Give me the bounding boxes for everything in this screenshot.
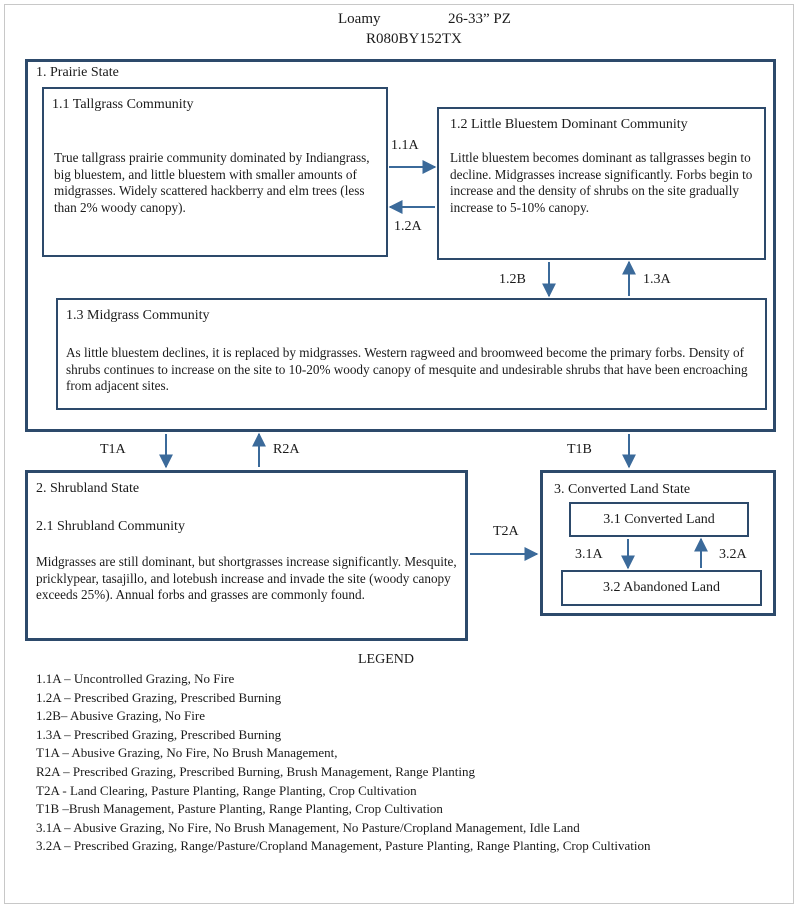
label-1-3A: 1.3A	[643, 272, 671, 287]
shrubland-state-title: 2. Shrubland State	[36, 481, 140, 496]
legend-item: T2A - Land Clearing, Pasture Planting, Range Planting, Crop Cultivation	[36, 782, 417, 798]
legend-item: 1.1A – Uncontrolled Grazing, No Fire	[36, 671, 235, 686]
little-bluestem-community-title: 1.2 Little Bluestem Dominant Community	[450, 117, 688, 132]
label-T1B: T1B	[567, 442, 592, 457]
label-R2A: R2A	[273, 442, 300, 457]
site-type: Loamy	[338, 11, 381, 27]
tallgrass-community-title: 1.1 Tallgrass Community	[52, 97, 194, 112]
midgrass-community-text: As little bluestem declines, it is replaced by midgrasses. Western ragweed and broomweed become the primary forbs. Density of shrubs continues to increase on the site to 10-20% woody canopy of mesquite and undesirable shrubs that have been encroaching from adjacent sites.	[66, 345, 748, 393]
converted-land-state-title: 3. Converted Land State	[554, 482, 691, 497]
legend-item: 3.2A – Prescribed Grazing, Range/Pasture/Cropland Management, Pasture Planting, Range Planting, Crop Cultivation	[36, 838, 651, 854]
prairie-state-title: 1. Prairie State	[36, 65, 119, 80]
tallgrass-community-text: True tallgrass prairie community dominated by Indiangrass, big bluestem, and little bluestem with smaller amounts of midgrasses. Widely scattered hackberry and elm trees (less than 2% woody canopy).	[54, 150, 370, 215]
legend-item: R2A – Prescribed Grazing, Prescribed Burning, Brush Management, Range Planting	[36, 763, 476, 779]
legend-item: 3.1A – Abusive Grazing, No Fire, No Brush Management, No Pasture/Cropland Management, Idle Land	[36, 819, 580, 835]
legend-item: 1.2A – Prescribed Grazing, Prescribed Burning	[36, 689, 282, 705]
abandoned-land-label: 3.2 Abandoned Land	[602, 580, 721, 595]
site-id: R080BY152TX	[366, 31, 462, 47]
label-1-1A: 1.1A	[391, 138, 419, 153]
legend-list	[36, 670, 776, 856]
converted-land-label: 3.1 Converted Land	[603, 512, 715, 527]
label-1-2B: 1.2B	[499, 272, 526, 287]
legend-title: LEGEND	[358, 652, 414, 667]
label-T2A: T2A	[493, 524, 519, 539]
label-3-1A: 3.1A	[575, 547, 603, 562]
precip-zone: 26-33” PZ	[448, 11, 511, 27]
little-bluestem-community-text: Little bluestem becomes dominant as tallgrasses begin to decline. Midgrasses increase significantly. Forbs begin to increase and the density of shrubs on the site gradually increase to 5-10% canopy.	[450, 150, 753, 215]
legend-item: T1A – Abusive Grazing, No Fire, No Brush Management,	[36, 745, 338, 761]
shrubland-community-title: 2.1 Shrubland Community	[36, 519, 185, 534]
label-3-2A: 3.2A	[719, 547, 747, 562]
legend-item: 1.3A – Prescribed Grazing, Prescribed Burning	[36, 726, 282, 742]
shrubland-community-text: Midgrasses are still dominant, but shortgrasses increase significantly. Mesquite, pricklypear, tasajillo, and lotebush increase and invade the site (woody canopy exceeds 25%). Annual forbs and grasses are commonly found.	[36, 554, 457, 602]
legend-item: 1.2B– Abusive Grazing, No Fire	[36, 708, 205, 724]
label-1-2A: 1.2A	[394, 219, 422, 234]
label-T1A: T1A	[100, 442, 126, 457]
midgrass-community-title: 1.3 Midgrass Community	[66, 308, 210, 323]
legend-item: T1B –Brush Management, Pasture Planting, Range Planting, Crop Cultivation	[36, 801, 443, 817]
